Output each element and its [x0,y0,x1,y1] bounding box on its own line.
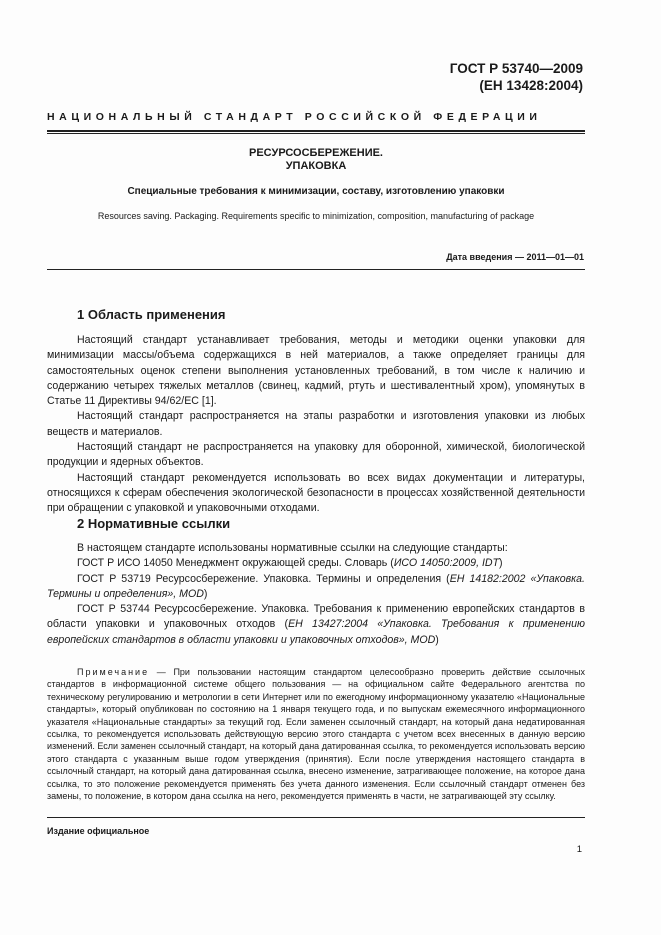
reference-text: ГОСТ Р 53719 Ресурсосбережение. Упаковка. Термины и определения ( [77,572,450,585]
date-rule [47,269,585,270]
reference-close: ) [203,587,208,600]
note-text: — При пользовании настоящим стандартом целесообразно проверить действие ссылочных стандартов в информационной системе общего пользования — на официальном сайте Федерального агентства по техническому регулированию и метрологии в сети Интернет или по ежегодному информационному указателю «Национальные стандарты», который опубликован по состоянию на 1 января текущего года, и по выпускам ежемесячного информационного указателя «Национальные стандарты» за текущий год. Если заменен ссылочный стандарт, на который дана недатированная ссылка, то рекомендуется использовать действующую версию этого стандарта с учетом всех внесенных в данную версию изменений. Если заменен ссылочный стандарт, на который дана датированная ссылка, то рекомендуется использовать версию этого стандарта с указанным выше годом утверждения (принятия). Если после утверждения настоящего стандарта в ссылочный стандарт, на который дана датированная ссылка, внесено изменение, затрагивающее положение, на которое дана ссылка, то это положение рекомендуется применять без учета данного изменения. Если ссылочный стандарт отменен без замены, то положение, в котором дана ссылка на него, рекомендуется применять в части, не затрагивающей эту ссылку. [47,667,585,802]
references-intro: В настоящем стандарте использованы нормативные ссылки на следующие стандарты: [77,542,508,554]
standard-number: ГОСТ Р 53740—2009 [449,61,583,76]
equivalent-standard: (ЕН 13428:2004) [479,78,583,93]
section-1-heading: 1 Область применения [77,307,226,322]
reference-text: ГОСТ Р ИСО 14050 Менеджмент окружающей среды. Словарь ( [77,557,394,570]
english-title: Resources saving. Packaging. Requirements specific to minimization, composition, manufacturing of package [97,211,535,221]
paragraph: Настоящий стандарт устанавливает требования, методы и методики оценки упаковки для минимизации массы/объема содержащихся в ней материалов, а также определяет границы для самостоятельных оценок степени выполнения установленных требований, в том числе к наличию и содержанию четырех тяжелых металлов (свинец, кадмий, ртуть и шестивалентный хром), упомянутых в Статье 11 Директивы 94/62/ЕС [1]. [47,334,585,408]
footer-rule [47,817,585,818]
document-subtitle: Специальные требования к минимизации, составу, изготовлению упаковки [127,186,505,197]
reference-source: ЕН 13427:2004 «Упаковка. Требования к применению европейских стандартов в области упаковки и упаковочных отходов», MOD [47,618,585,646]
header-rule-thick [47,130,585,132]
reference-source: ИСО 14050:2009, IDT [393,557,500,570]
reference-source: ЕН 14182:2002 «Упаковка. Термины и определения», MOD [47,572,585,600]
page-number: 1 [576,844,582,855]
reference-item [47,572,585,603]
note-label: Примечание [77,667,150,677]
reference-item [47,556,585,571]
reference-item [47,602,585,648]
paragraph: Настоящий стандарт не распространяется на упаковку для оборонной, химической, биологической продукции и ядерных объектов. [47,441,585,469]
header-rule-thin [47,133,585,134]
section-2-heading: 2 Нормативные ссылки [77,516,231,531]
paragraph: Настоящий стандарт распространяется на этапы разработки и изготовления упаковки из любых веществ и материалов. [47,410,585,438]
official-edition-label: Издание официальное [47,826,150,836]
standard-designation [450,60,583,94]
paragraph: Настоящий стандарт рекомендуется использовать во всех видах документации и литературы, относящихся к сферам обеспечения экологической безопасности в процессах хозяйственной деятельности при обращении с упаковкой и упаковочными отходами. [47,471,585,515]
reference-text: ГОСТ Р 53744 Ресурсосбережение. Упаковка. Требования к применению европейских стандартов в области упаковки и упаковочных отходов ( [47,603,585,631]
reference-close: ) [435,633,439,646]
national-standard-heading: НАЦИОНАЛЬНЫЙ СТАНДАРТ РОССИЙСКОЙ ФЕДЕРАЦИИ [47,111,542,123]
reference-close: ) [499,557,503,570]
title-line-1: РЕСУРСОСБЕРЕЖЕНИЕ. [249,147,383,159]
note [47,666,585,802]
document-title [47,147,585,173]
section-2-body [47,541,585,648]
title-line-2: УПАКОВКА [285,160,347,172]
section-1-body [47,333,585,517]
introduction-date: Дата введения — 2011—01—01 [446,252,584,262]
